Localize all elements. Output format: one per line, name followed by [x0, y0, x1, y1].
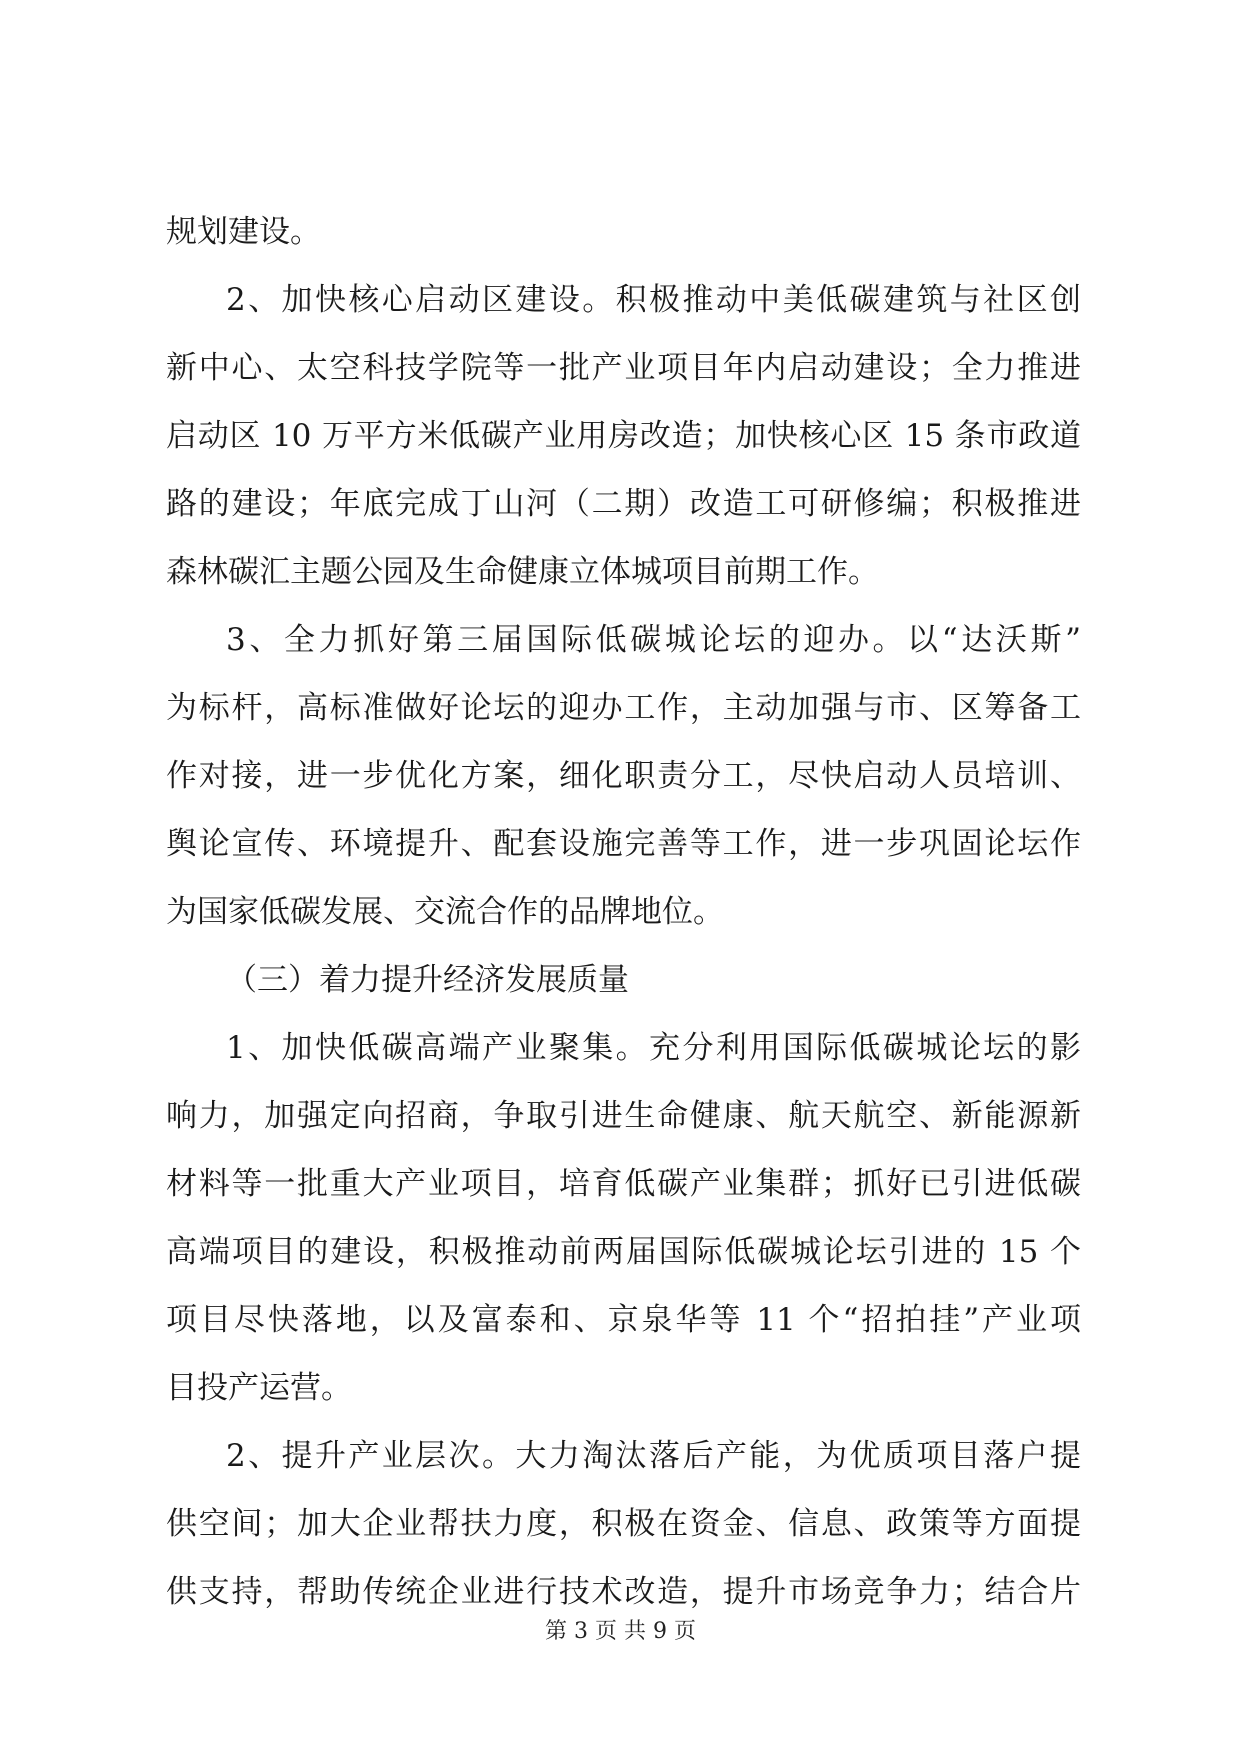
text-line: 材料等一批重大产业项目，培育低碳产业集群；抓好已引进低碳 [166, 1166, 1081, 1202]
text-line: 供空间；加大企业帮扶力度，积极在资金、信息、政策等方面提 [166, 1506, 1081, 1542]
text-line: 高端项目的建设，积极推动前两届国际低碳城论坛引进的 15 个 [166, 1234, 1081, 1270]
section-heading: （三）着力提升经济发展质量 [226, 962, 629, 998]
text-line: 路的建设；年底完成丁山河（二期）改造工可研修编；积极推进 [166, 486, 1081, 522]
page-footer: 第 3 页 共 9 页 [545, 1619, 696, 1644]
text-line: 响力，加强定向招商，争取引进生命健康、航天航空、新能源新 [166, 1098, 1081, 1134]
paragraph-start-line: 2、加快核心启动区建设。积极推动中美低碳建筑与社区创 [226, 282, 1081, 318]
paragraph-start-line: 1、加快低碳高端产业聚集。充分利用国际低碳城论坛的影 [226, 1030, 1081, 1066]
text-line: 供支持，帮助传统企业进行技术改造，提升市场竞争力；结合片 [166, 1574, 1081, 1610]
text-line: 项目尽快落地，以及富泰和、京泉华等 11 个“招拍挂”产业项 [166, 1302, 1081, 1338]
text-line: 为国家低碳发展、交流合作的品牌地位。 [166, 894, 724, 930]
document-body [166, 212, 1081, 1640]
text-line: 舆论宣传、环境提升、配套设施完善等工作，进一步巩固论坛作 [166, 826, 1081, 862]
paragraph-start-line: 2、提升产业层次。大力淘汰落后产能，为优质项目落户提 [226, 1438, 1081, 1474]
text-line: 作对接，进一步优化方案，细化职责分工，尽快启动人员培训、 [166, 758, 1081, 794]
paragraph-start-line: 3、全力抓好第三届国际低碳城论坛的迎办。以“达沃斯” [226, 622, 1081, 658]
text-line: 规划建设。 [166, 214, 321, 250]
text-line: 启动区 10 万平方米低碳产业用房改造；加快核心区 15 条市政道 [166, 418, 1081, 454]
text-line: 新中心、太空科技学院等一批产业项目年内启动建设；全力推进 [166, 350, 1081, 386]
text-line: 森林碳汇主题公园及生命健康立体城项目前期工作。 [166, 554, 879, 590]
text-line: 为标杆，高标准做好论坛的迎办工作，主动加强与市、区筹备工 [166, 690, 1081, 726]
text-line: 目投产运营。 [166, 1370, 352, 1406]
